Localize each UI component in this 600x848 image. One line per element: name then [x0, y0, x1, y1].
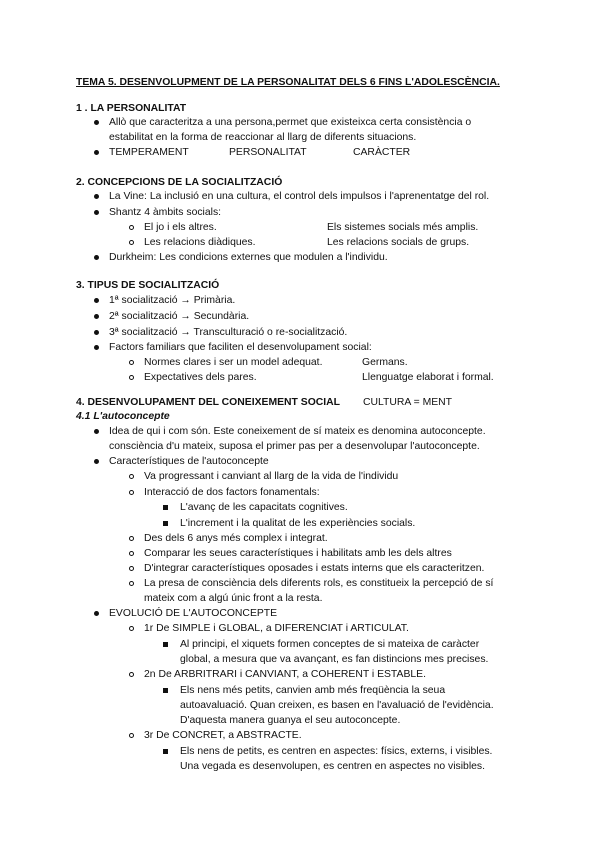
bullet-icon [94, 150, 99, 155]
circle-bullet-icon [129, 375, 134, 380]
bullet-icon [94, 255, 99, 260]
bullet-icon [94, 298, 99, 303]
bullet-icon [94, 120, 99, 125]
square-bullet-icon [163, 749, 168, 754]
s4-evolution-1-detail-line-2: global, a mesura que va avançant, es fan distincions mes precises. [180, 654, 489, 665]
s4-c2-sub-2: L'increment i la qualitat de les experiències socials. [180, 518, 416, 529]
s3-sub-1a: Normes clares i ser un model adequat. [144, 357, 323, 368]
s4-bullet-1-line-2: consciència d'u mateix, suposa el primer pas per a desenvolupar l'autoconcepte. [109, 441, 480, 452]
s4-evolution-2-detail-line-2: autoavaluació. Quan creixen, es basen en l'avaluació de l'evidència. [180, 700, 494, 711]
circle-bullet-icon [129, 536, 134, 541]
circle-bullet-icon [129, 733, 134, 738]
circle-bullet-icon [129, 566, 134, 571]
s4-bullet-1-line-1: Idea de qui i com són. Este coneixement de sí mateix es denomina autoconcepte. [109, 426, 486, 437]
s3-bullet-4: Factors familiars que faciliten el desenvolupament social: [109, 342, 372, 353]
bullet-icon [94, 459, 99, 464]
s1-term-personalitat: PERSONALITAT [229, 147, 307, 158]
s4-evolution-1: 1r De SIMPLE i GLOBAL, a DIFERENCIAT i ARTICULAT. [144, 623, 409, 634]
section-2-heading: 2. CONCEPCIONS DE LA SOCIALITZACIÓ [76, 177, 283, 188]
bullet-icon [94, 194, 99, 199]
subsection-4-1-heading: 4.1 L'autoconcepte [76, 411, 170, 422]
s2-sub-1a: El jo i els altres. [144, 222, 217, 233]
s4-evolution-3: 3r De CONCRET, a ABSTRACTE. [144, 730, 302, 741]
circle-bullet-icon [129, 672, 134, 677]
bullet-icon [94, 314, 99, 319]
s4-bullet-2: Característiques de l'autoconcepte [109, 456, 269, 467]
s2-sub-2b: Les relacions socials de grups. [327, 237, 470, 248]
s4-evolution-2: 2n De ARBRITRARI i CANVIANT, a COHERENT i ESTABLE. [144, 669, 426, 680]
circle-bullet-icon [129, 626, 134, 631]
bullet-icon [94, 429, 99, 434]
s2-sub-2a: Les relacions diàdiques. [144, 237, 256, 248]
s3-bullet-1: 1ª socialització → Primària. [109, 295, 236, 306]
document-title: TEMA 5. DESENVOLUPMENT DE LA PERSONALITAT DELS 6 FINS L'ADOLESCÈNCIA. [76, 77, 500, 88]
s4-evolution-2-detail-line-1: Els nens més petits, canvien amb més freqüència la seua [180, 685, 446, 696]
s4-c1: Va progressant i canviant al llarg de la vida de l'individu [144, 471, 399, 482]
s4-c3: Des dels 6 anys més complex i integrat. [144, 533, 328, 544]
s1-term-temperament: TEMPERAMENT [109, 147, 189, 158]
section-4-note: CULTURA = MENT [363, 397, 453, 408]
circle-bullet-icon [129, 490, 134, 495]
bullet-icon [94, 345, 99, 350]
s3-sub-1b: Germans. [362, 357, 408, 368]
s1-bullet-1-line-2: estabilitat en la forma de reaccionar al llarg de diferents situacions. [109, 132, 417, 143]
section-3-heading: 3. TIPUS DE SOCIALITZACIÓ [76, 280, 220, 291]
circle-bullet-icon [129, 360, 134, 365]
section-1-heading: 1 . LA PERSONALITAT [76, 103, 187, 114]
s2-bullet-2: Shantz 4 àmbits socials: [109, 207, 222, 218]
s3-sub-2a: Expectatives dels pares. [144, 372, 257, 383]
s4-c2: Interacció de dos factors fonamentals: [144, 487, 320, 498]
s4-c6-line-2: mateix com a algú únic front a la resta. [144, 593, 323, 604]
circle-bullet-icon [129, 581, 134, 586]
square-bullet-icon [163, 642, 168, 647]
s2-bullet-1: La Vine: La inclusió en una cultura, el control dels impulsos i l'aprenentatge del rol. [109, 191, 490, 202]
square-bullet-icon [163, 688, 168, 693]
bullet-icon [94, 210, 99, 215]
bullet-icon [94, 330, 99, 335]
circle-bullet-icon [129, 474, 134, 479]
s4-evolution-3-detail-line-1: Els nens de petits, es centren en aspectes: físics, externs, i visibles. [180, 746, 493, 757]
s4-evolution-1-detail-line-1: Al principi, el xiquets formen conceptes de si mateixa de caràcter [180, 639, 480, 650]
s1-bullet-1-line-1: Allò que caracteritza a una persona,permet que existeixca certa consistència o [109, 117, 472, 128]
s4-evolution-2-detail-line-3: D'aquesta manera guanya el seu autoconcepte. [180, 715, 401, 726]
circle-bullet-icon [129, 551, 134, 556]
s2-sub-1b: Els sistemes socials més amplis. [327, 222, 479, 233]
circle-bullet-icon [129, 225, 134, 230]
s4-c2-sub-1: L'avanç de les capacitats cognitives. [180, 502, 348, 513]
circle-bullet-icon [129, 240, 134, 245]
section-4-heading: 4. DESENVOLUPAMENT DEL CONEIXEMENT SOCIAL [76, 397, 341, 408]
s4-c6-line-1: La presa de consciència dels diferents rols, es constitueix la percepció de sí [144, 578, 494, 589]
square-bullet-icon [163, 505, 168, 510]
bullet-icon [94, 611, 99, 616]
s4-evolution-3-detail-line-2: Una vegada es desenvolupen, es centren en aspectes no visibles. [180, 761, 485, 772]
s3-sub-2b: Llenguatge elaborat i formal. [362, 372, 494, 383]
s3-bullet-3: 3ª socialització → Transculturació o re-socialització. [109, 327, 348, 338]
s4-c5: D'integrar característiques oposades i estats interns que els caracteritzen. [144, 563, 485, 574]
s3-bullet-2: 2ª socialització → Secundària. [109, 311, 250, 322]
s2-bullet-3: Durkheim: Les condicions externes que modulen a l'individu. [109, 252, 388, 263]
s1-term-caracter: CARÀCTER [353, 147, 411, 158]
s4-bullet-3: EVOLUCIÓ DE L'AUTOCONCEPTE [109, 608, 278, 619]
s4-c4: Comparar les seues característiques i habilitats amb les dels altres [144, 548, 452, 559]
square-bullet-icon [163, 521, 168, 526]
